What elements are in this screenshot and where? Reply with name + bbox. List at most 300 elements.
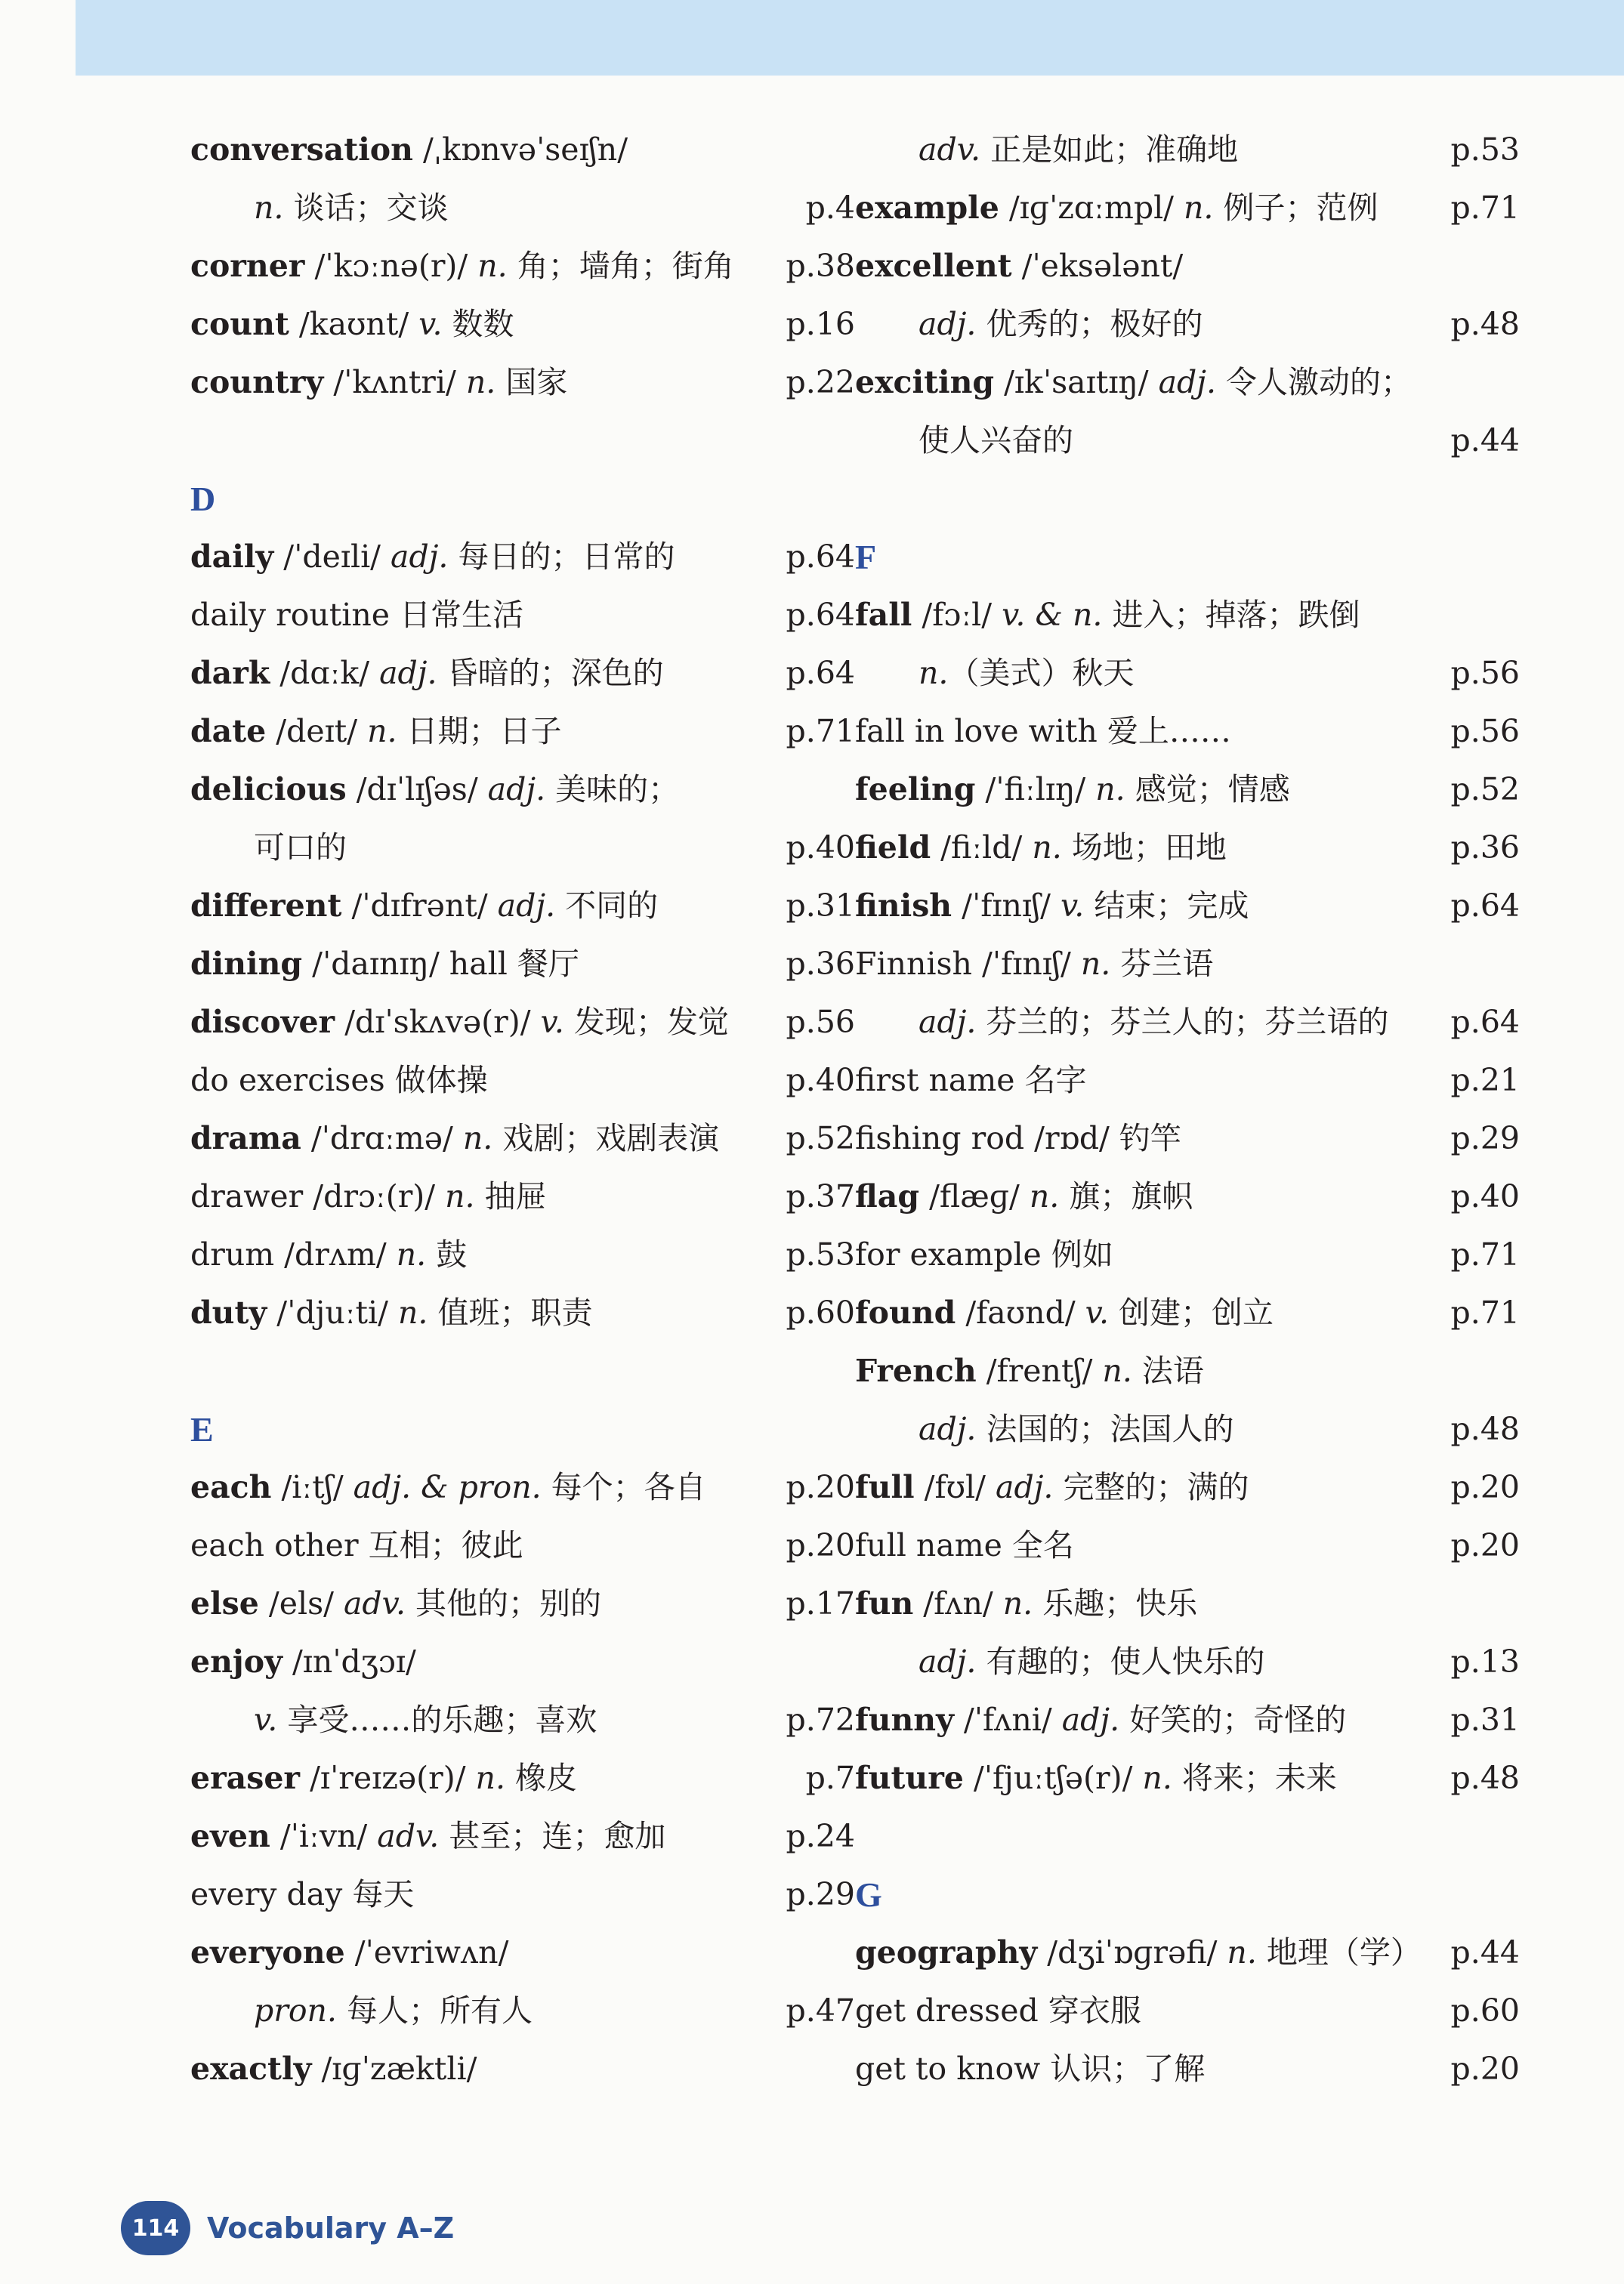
definition: 抽屉 <box>474 1178 547 1215</box>
vocabulary-entry-line <box>190 121 855 179</box>
definition: 昏暗的；深色的 <box>437 655 664 691</box>
page-reference: p.20 <box>1450 1527 1520 1563</box>
page-reference: p.24 <box>786 1818 855 1854</box>
headword: else <box>190 1585 259 1622</box>
definition: 角；墙角；街角 <box>507 248 734 284</box>
definition: 每人；所有人 <box>336 1992 533 2029</box>
headword: exciting <box>855 364 995 400</box>
page-reference: p.16 <box>786 306 855 342</box>
part-of-speech: adj. <box>919 1411 977 1447</box>
definition: 完整的；满的 <box>1053 1469 1249 1505</box>
definition: 将来；未来 <box>1172 1760 1337 1796</box>
headword: geography <box>855 1934 1038 1971</box>
part-of-speech: n. <box>919 655 949 691</box>
definition: 每日的；日常的 <box>448 539 675 575</box>
part-of-speech: n. <box>254 190 284 226</box>
phrase: do exercises <box>190 1062 385 1098</box>
part-of-speech: v. <box>254 1702 278 1738</box>
page-reference: p.56 <box>1450 713 1520 749</box>
headword: full <box>855 1469 915 1505</box>
phrase: each other <box>190 1527 359 1563</box>
vocabulary-entry-line <box>855 1924 1520 1982</box>
vocabulary-entry-line <box>190 1691 855 1749</box>
vocabulary-entry-line <box>855 179 1520 237</box>
part-of-speech: adj. & pron. <box>353 1469 542 1505</box>
headword: duty <box>190 1295 267 1331</box>
vocabulary-entry-line <box>855 1226 1520 1284</box>
vocabulary-entry-line <box>855 1342 1520 1400</box>
part-of-speech: adj. <box>1158 364 1217 400</box>
page-reference: p.31 <box>786 887 855 924</box>
pronunciation-definition: /ˈfɪnɪʃ/ <box>952 887 1061 924</box>
page-reference: p.40 <box>1450 1178 1520 1215</box>
headword: exactly <box>190 2051 312 2087</box>
vocabulary-entry-line <box>190 644 855 702</box>
pronunciation-definition: 做体操 <box>384 1062 488 1098</box>
part-of-speech: n. <box>1095 771 1125 807</box>
page-reference: p.53 <box>786 1236 855 1273</box>
pronunciation-definition: /ɪɡˈzæktli/ <box>311 2051 477 2087</box>
definition: （美式）秋天 <box>948 655 1135 691</box>
definition: 其他的；别的 <box>405 1585 602 1622</box>
definition: 享受……的乐趣；喜欢 <box>277 1702 597 1738</box>
definition: 法语 <box>1132 1353 1204 1389</box>
headword: feeling <box>855 771 976 807</box>
section-letter-heading: D <box>190 480 216 518</box>
pronunciation-definition: 例如 <box>1041 1236 1113 1273</box>
pronunciation-definition: 使人兴奋的 <box>919 422 1073 458</box>
definition: 谈话；交谈 <box>283 190 449 226</box>
page-reference: p.40 <box>786 829 855 866</box>
definition: 有趣的；使人快乐的 <box>976 1644 1265 1680</box>
part-of-speech: n. <box>477 248 508 284</box>
pronunciation-definition: 名字 <box>1014 1062 1087 1098</box>
page-reference: p.29 <box>1450 1120 1520 1156</box>
part-of-speech: n. <box>1080 946 1111 982</box>
vocabulary-entry-line <box>855 993 1520 1051</box>
vocabulary-entry-line <box>190 1110 855 1168</box>
pronunciation-definition: 每天 <box>342 1876 415 1912</box>
phrase: for example <box>855 1236 1042 1273</box>
pronunciation-definition: /fiːld/ <box>931 829 1033 866</box>
vocabulary-entry-line <box>855 353 1520 412</box>
headword: country <box>190 364 324 400</box>
definition: 不同的 <box>555 887 659 924</box>
footer-title: Vocabulary A–Z <box>207 2211 455 2245</box>
definition: 法国的；法国人的 <box>976 1411 1234 1447</box>
phrase: get to know <box>855 2051 1041 2087</box>
pronunciation-definition: /ˈiːvn/ <box>270 1818 378 1854</box>
headword: daily <box>190 539 274 575</box>
section-spacer <box>855 470 1520 528</box>
pronunciation-definition: /ɪɡˈzɑːmpl/ <box>999 190 1184 226</box>
vocabulary-entry-line <box>190 1982 855 2040</box>
pronunciation-definition: /ɪnˈdʒɔɪ/ <box>282 1644 416 1680</box>
vocabulary-column-left <box>190 121 855 2098</box>
pronunciation-definition: /ˈfɪnɪʃ/ <box>971 946 1081 982</box>
vocabulary-entry-line <box>855 1400 1520 1458</box>
page-reference: p.64 <box>1450 1004 1520 1040</box>
pronunciation-definition: 认识；了解 <box>1040 2051 1206 2087</box>
part-of-speech: n. <box>445 1178 475 1215</box>
headword: dark <box>190 655 270 691</box>
part-of-speech: adv. <box>343 1585 406 1622</box>
section-spacer <box>190 1342 855 1400</box>
pronunciation-definition: 全名 <box>1002 1527 1074 1563</box>
page-reference: p.60 <box>1450 1992 1520 2029</box>
top-color-band <box>76 0 1624 76</box>
pronunciation-definition: /dɑːk/ <box>270 655 380 691</box>
phrase: first name <box>855 1062 1015 1098</box>
definition: 令人激动的； <box>1216 364 1413 400</box>
page-reference: p.52 <box>1450 771 1520 807</box>
pronunciation-definition: /ˈevriwʌn/ <box>344 1934 509 1971</box>
part-of-speech: v. <box>1085 1295 1110 1331</box>
page-reference: p.40 <box>786 1062 855 1098</box>
headword: date <box>190 713 267 749</box>
definition: 结束；完成 <box>1084 887 1249 924</box>
part-of-speech: adj. <box>497 887 556 924</box>
page-reference: p.64 <box>786 655 855 691</box>
pronunciation-definition: /fʌn/ <box>913 1585 1003 1622</box>
definition: 正是如此；准确地 <box>980 131 1239 168</box>
headword: funny <box>855 1702 954 1738</box>
headword: French <box>855 1353 977 1389</box>
vocabulary-entry-line <box>855 412 1520 470</box>
part-of-speech: n. <box>1032 829 1062 866</box>
vocabulary-entry-line <box>190 1517 855 1575</box>
vocabulary-entry-line <box>190 935 855 993</box>
vocabulary-entry-line <box>855 1051 1520 1110</box>
page-reference: p.36 <box>786 946 855 982</box>
vocabulary-entry-line <box>190 1924 855 1982</box>
pronunciation-definition: /ˈfiːlɪŋ/ <box>975 771 1096 807</box>
page-reference: p.22 <box>786 364 855 400</box>
page-reference: p.48 <box>1450 1411 1520 1447</box>
part-of-speech: n. <box>462 1120 493 1156</box>
definition: 感觉；情感 <box>1125 771 1290 807</box>
part-of-speech: n. <box>475 1760 505 1796</box>
pronunciation-definition: /drʌm/ <box>274 1236 397 1273</box>
headword: drama <box>190 1120 301 1156</box>
page-reference: p.56 <box>1450 655 1520 691</box>
vocabulary-entry-line <box>855 1168 1520 1226</box>
part-of-speech: adj. <box>919 1644 977 1680</box>
vocabulary-entry-line <box>190 1866 855 1924</box>
vocabulary-entry-line <box>190 295 855 353</box>
page-reference: p.38 <box>786 248 855 284</box>
vocabulary-entry-line <box>190 1633 855 1691</box>
page-reference: p.7 <box>805 1760 855 1796</box>
headword: corner <box>190 248 305 284</box>
part-of-speech: adj. <box>379 655 437 691</box>
vocabulary-entry-line <box>190 1168 855 1226</box>
part-of-speech: adj. <box>919 306 977 342</box>
headword: excellent <box>855 248 1012 284</box>
headword: found <box>855 1295 956 1331</box>
vocabulary-column-right <box>855 121 1520 2098</box>
part-of-speech: n. <box>1184 190 1214 226</box>
page-reference: p.4 <box>805 190 855 226</box>
page-reference: p.64 <box>1450 887 1520 924</box>
page-reference: p.37 <box>786 1178 855 1215</box>
pronunciation-definition: /fʊl/ <box>914 1469 996 1505</box>
page-reference: p.56 <box>786 1004 855 1040</box>
pronunciation-definition: /ˈdaɪnɪŋ/ hall 餐厅 <box>302 946 579 982</box>
pronunciation-definition: /kaʊnt/ <box>289 306 419 342</box>
part-of-speech: n. <box>1002 1585 1033 1622</box>
part-of-speech: pron. <box>254 1992 337 2029</box>
definition: 优秀的；极好的 <box>976 306 1203 342</box>
pronunciation-definition: 日常生活 <box>390 597 524 633</box>
part-of-speech: adj. <box>919 1004 977 1040</box>
vocabulary-entry-line <box>190 237 855 295</box>
vocabulary-entry-line <box>190 586 855 644</box>
definition: 好笑的；奇怪的 <box>1119 1702 1347 1738</box>
headword: each <box>190 1469 272 1505</box>
pronunciation-definition: /ɪˈreɪzə(r)/ <box>300 1760 476 1796</box>
phrase: every day <box>190 1876 343 1912</box>
headword: discover <box>190 1004 335 1040</box>
pronunciation-definition: 可口的 <box>254 829 347 866</box>
pronunciation-definition: /rɒd/ 钓竿 <box>1024 1120 1181 1156</box>
vocabulary-entry-line <box>855 2040 1520 2098</box>
vocabulary-entry-line <box>855 1284 1520 1342</box>
vocabulary-entry-line <box>190 993 855 1051</box>
headword: dining <box>190 946 303 982</box>
vocabulary-entry-line <box>190 1749 855 1807</box>
vocabulary-entry-line <box>855 702 1520 761</box>
phrase: get dressed <box>855 1992 1039 2029</box>
part-of-speech: adj. <box>391 539 449 575</box>
part-of-speech: n. <box>1227 1934 1257 1971</box>
pronunciation-definition: /ˈeksələnt/ <box>1011 248 1184 284</box>
pronunciation-definition: /ˈdjuːti/ <box>267 1295 398 1331</box>
pronunciation-definition: /ˈfʌni/ <box>953 1702 1062 1738</box>
part-of-speech: adj. <box>1061 1702 1120 1738</box>
section-spacer <box>855 1807 1520 1866</box>
definition: 发现；发觉 <box>563 1004 729 1040</box>
pronunciation-definition: /ˈfjuːtʃə(r)/ <box>963 1760 1143 1796</box>
vocabulary-entry-line <box>855 761 1520 819</box>
vocabulary-entry-line <box>190 528 855 586</box>
vocabulary-entry-line <box>855 1982 1520 2040</box>
pronunciation-definition: /ɪkˈsaɪtɪŋ/ <box>994 364 1159 400</box>
vocabulary-entry-line <box>190 819 855 877</box>
headword: even <box>190 1818 270 1854</box>
pronunciation-definition: /iːtʃ/ <box>271 1469 354 1505</box>
part-of-speech: n. <box>1142 1760 1172 1796</box>
page-reference: p.60 <box>786 1295 855 1331</box>
vocabulary-entry-line <box>855 877 1520 935</box>
definition: 数数 <box>442 306 514 342</box>
headword: count <box>190 306 289 342</box>
part-of-speech: n. <box>1029 1178 1060 1215</box>
vocabulary-entry-line <box>855 586 1520 644</box>
pronunciation-definition: /ˈkʌntri/ <box>323 364 466 400</box>
definition: 国家 <box>496 364 568 400</box>
pronunciation-definition: /deɪt/ <box>266 713 368 749</box>
phrase: fishing rod <box>855 1120 1025 1156</box>
pronunciation-definition: /dɪˈlɪʃəs/ <box>346 771 488 807</box>
headword: everyone <box>190 1934 345 1971</box>
part-of-speech: adj. <box>996 1469 1054 1505</box>
vocabulary-entry-line <box>855 935 1520 993</box>
section-letter-heading: G <box>855 1875 882 1914</box>
pronunciation-definition: 爱上…… <box>1097 713 1231 749</box>
definition: 橡皮 <box>505 1760 578 1796</box>
part-of-speech: v. <box>1061 887 1085 924</box>
page-reference: p.20 <box>786 1469 855 1505</box>
vocabulary-entry-line <box>855 1749 1520 1807</box>
vocabulary-entry-line <box>855 1110 1520 1168</box>
vocabulary-entry-line <box>190 877 855 935</box>
section-spacer <box>190 412 855 470</box>
definition: 地理（学） <box>1256 1934 1422 1971</box>
headword: fall <box>855 597 912 633</box>
headword: fun <box>855 1585 914 1622</box>
page-reference: p.53 <box>1450 131 1520 168</box>
vocabulary-entry-line <box>855 1633 1520 1691</box>
page-reference: p.44 <box>1450 1934 1520 1971</box>
phrase: drum <box>190 1236 275 1273</box>
part-of-speech: adj. <box>487 771 546 807</box>
vocabulary-entry-line <box>190 702 855 761</box>
definition: 芬兰的；芬兰人的；芬兰语的 <box>976 1004 1389 1040</box>
page-reference: p.71 <box>1450 1295 1520 1331</box>
vocabulary-entry-line <box>190 353 855 412</box>
definition: 创建；创立 <box>1109 1295 1274 1331</box>
page-reference: p.21 <box>1450 1062 1520 1098</box>
pronunciation-definition: /flæɡ/ <box>919 1178 1030 1215</box>
page-reference: p.20 <box>786 1527 855 1563</box>
section-letter-heading: E <box>190 1410 214 1449</box>
part-of-speech: n. <box>1102 1353 1132 1389</box>
vocabulary-entry-line <box>190 1284 855 1342</box>
vocabulary-entry-line <box>855 644 1520 702</box>
page-number-badge: 114 <box>121 2201 190 2255</box>
page-reference: p.20 <box>1450 2051 1520 2087</box>
page-reference: p.52 <box>786 1120 855 1156</box>
pronunciation-definition: /fɔːl/ <box>912 597 1002 633</box>
page-reference: p.64 <box>786 597 855 633</box>
phrase: Finnish <box>855 946 972 982</box>
vocabulary-entry-line <box>190 179 855 237</box>
vocabulary-entry-line <box>190 2040 855 2098</box>
page-reference: p.17 <box>786 1585 855 1622</box>
page-reference: p.71 <box>1450 1236 1520 1273</box>
definition: 鼓 <box>426 1236 468 1273</box>
vocabulary-entry-line <box>855 1517 1520 1575</box>
definition: 场地；田地 <box>1061 829 1227 866</box>
pronunciation-definition: 穿衣服 <box>1038 1992 1141 2029</box>
page-reference: p.48 <box>1450 306 1520 342</box>
vocabulary-entry-line <box>190 1807 855 1866</box>
definition: 每个；各自 <box>541 1469 706 1505</box>
definition: 旗；旗帜 <box>1059 1178 1193 1215</box>
part-of-speech: v. <box>540 1004 564 1040</box>
page-reference: p.36 <box>1450 829 1520 866</box>
page-reference: p.72 <box>786 1702 855 1738</box>
pronunciation-definition: /ˈdɪfrənt/ <box>341 887 498 924</box>
part-of-speech: adv. <box>919 131 981 168</box>
definition: 日期；日子 <box>397 713 562 749</box>
part-of-speech: v. <box>418 306 443 342</box>
phrase: drawer <box>190 1178 304 1215</box>
headword: future <box>855 1760 964 1796</box>
headword: flag <box>855 1178 920 1215</box>
page-footer <box>121 2199 454 2257</box>
pronunciation-definition: /dɪˈskʌvə(r)/ <box>335 1004 541 1040</box>
page-reference: p.47 <box>786 1992 855 2029</box>
definition: 戏剧；戏剧表演 <box>492 1120 720 1156</box>
page-reference: p.48 <box>1450 1760 1520 1796</box>
headword: example <box>855 190 999 226</box>
part-of-speech: n. <box>465 364 496 400</box>
headword: field <box>855 829 931 866</box>
phrase: fall in love with <box>855 713 1098 749</box>
headword: eraser <box>190 1760 301 1796</box>
vocabulary-entry-line <box>190 1575 855 1633</box>
pronunciation-definition: /frentʃ/ <box>976 1353 1103 1389</box>
pronunciation-definition: /dʒiˈɒɡrəfi/ <box>1037 1934 1227 1971</box>
vocabulary-entry-line <box>855 1458 1520 1517</box>
pronunciation-definition: /els/ <box>258 1585 344 1622</box>
page-reference: p.64 <box>786 539 855 575</box>
part-of-speech: n. <box>367 713 397 749</box>
pronunciation-definition: /ˈdrɑːmə/ <box>301 1120 463 1156</box>
definition: 进入；掉落；跌倒 <box>1102 597 1360 633</box>
vocabulary-entry-line <box>855 121 1520 179</box>
vocabulary-entry-line <box>855 237 1520 295</box>
vocabulary-entry-line <box>190 1051 855 1110</box>
page-reference: p.13 <box>1450 1644 1520 1680</box>
vocabulary-entry-line <box>190 761 855 819</box>
definition: 例子；范例 <box>1213 190 1379 226</box>
page-reference: p.31 <box>1450 1702 1520 1738</box>
part-of-speech: adv. <box>377 1818 440 1854</box>
page-reference: p.20 <box>1450 1469 1520 1505</box>
definition: 值班；职责 <box>428 1295 593 1331</box>
pronunciation-definition: /faʊnd/ <box>956 1295 1085 1331</box>
page-reference: p.71 <box>1450 190 1520 226</box>
pronunciation-definition: /drɔː(r)/ <box>303 1178 446 1215</box>
vocabulary-entry-line <box>855 1575 1520 1633</box>
definition: 乐趣；快乐 <box>1033 1585 1198 1622</box>
part-of-speech: v. & n. <box>1002 597 1103 633</box>
definition: 芬兰语 <box>1110 946 1214 982</box>
vocabulary-entry-line <box>855 1691 1520 1749</box>
section-letter-heading: F <box>855 538 877 576</box>
page-reference: p.29 <box>786 1876 855 1912</box>
vocabulary-entry-line <box>190 1458 855 1517</box>
vocabulary-entry-line <box>190 1226 855 1284</box>
pronunciation-definition: /ˈkɔːnə(r)/ <box>304 248 478 284</box>
pronunciation-definition: /ˈdeɪli/ <box>273 539 391 575</box>
vocabulary-entry-line <box>855 819 1520 877</box>
phrase: full name <box>855 1527 1002 1563</box>
headword: different <box>190 887 342 924</box>
pronunciation-definition: /ˌkɒnvəˈseɪʃn/ <box>412 131 628 168</box>
pronunciation-definition: 互相；彼此 <box>358 1527 523 1563</box>
headword: delicious <box>190 771 347 807</box>
phrase: daily routine <box>190 597 391 633</box>
headword: conversation <box>190 131 413 168</box>
headword: finish <box>855 887 952 924</box>
page-reference: p.71 <box>786 713 855 749</box>
part-of-speech: n. <box>397 1295 428 1331</box>
page-reference: p.44 <box>1450 422 1520 458</box>
